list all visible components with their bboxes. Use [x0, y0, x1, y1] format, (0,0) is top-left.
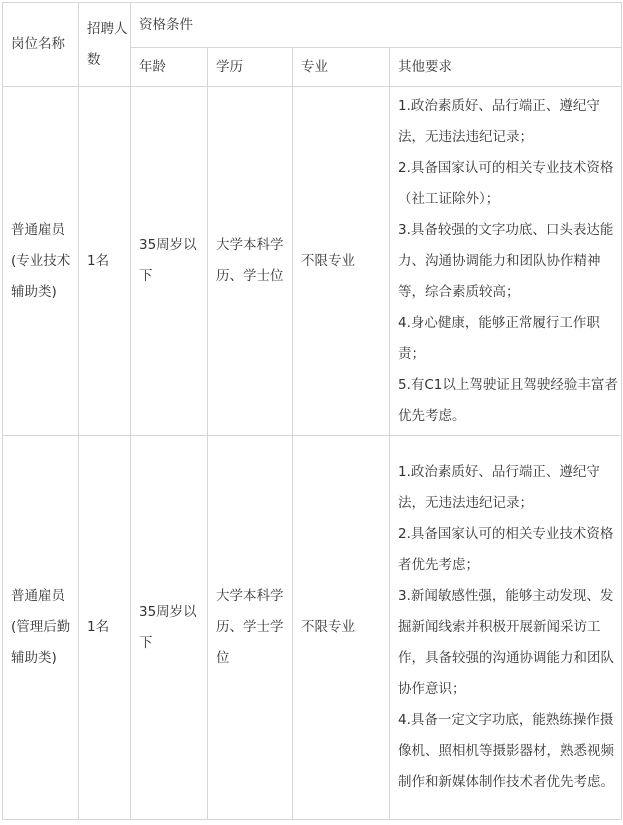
table-row [3, 436, 622, 820]
position-cell: 普通雇员(管理后勤辅助类) [3, 436, 79, 820]
requirements-list [398, 91, 621, 432]
header-other-requirements: 其他要求 [390, 48, 622, 87]
requirement-item: 5.有C1以上驾驶证且驾驶经验丰富者优先考虑。 [398, 376, 618, 424]
position-cell: 普通雇员(专业技术辅助类) [3, 87, 79, 436]
requirement-item: 3.具备较强的文字功底、口头表达能力、沟通协调能力和团队协作精神等，综合素质较高； [398, 221, 614, 300]
recruitment-table [2, 2, 622, 820]
count-cell: 1名 [79, 436, 131, 820]
requirement-item: 4.身心健康，能够正常履行工作职责； [398, 314, 600, 362]
header-major: 专业 [293, 48, 390, 87]
requirement-item: 2.具备国家认可的相关专业技术资格（社工证除外）； [398, 159, 614, 207]
major-cell: 不限专业 [293, 87, 390, 436]
requirements-list [398, 457, 621, 798]
count-cell: 1名 [79, 87, 131, 436]
requirements-cell [390, 436, 622, 820]
age-cell: 35周岁以下 [131, 436, 208, 820]
header-age: 年龄 [131, 48, 208, 87]
requirements-cell [390, 87, 622, 436]
table-row [3, 87, 622, 436]
header-education: 学历 [208, 48, 293, 87]
education-cell: 大学本科学历、学士学位 [208, 436, 293, 820]
header-row-1 [3, 3, 622, 48]
requirement-item: 4.具备一定文字功底，能熟练操作摄像机、照相机等摄影器材，熟悉视频制作和新媒体制作技术者优先考虑。 [398, 712, 614, 790]
major-cell: 不限专业 [293, 436, 390, 820]
header-recruit-count: 招聘人数 [79, 3, 131, 87]
requirement-item: 2.具备国家认可的相关专业技术资格者优先考虑； [398, 526, 614, 573]
education-cell: 大学本科学历、学士位 [208, 87, 293, 436]
requirement-item: 1.政治素质好、品行端正、遵纪守法，无违法违纪记录； [398, 97, 600, 145]
requirement-item: 1.政治素质好、品行端正、遵纪守法，无违法违纪记录； [398, 464, 600, 511]
header-position-name: 岗位名称 [3, 3, 79, 87]
header-qualifications: 资格条件 [131, 3, 622, 48]
age-cell: 35周岁以下 [131, 87, 208, 436]
requirement-item: 3.新闻敏感性强，能够主动发现、发掘新闻线索并积极开展新闻采访工作，具备较强的沟通协调能力和团队协作意识； [398, 588, 614, 697]
